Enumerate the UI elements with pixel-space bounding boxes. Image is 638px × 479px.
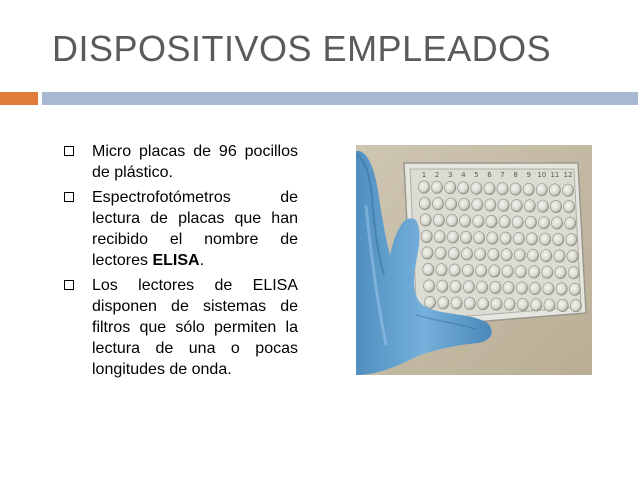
plate-column-label: 2 [434, 171, 440, 179]
plate-well [529, 266, 540, 278]
plate-well [459, 198, 470, 210]
bullet-text-end: . [199, 252, 205, 269]
plate-well [502, 265, 513, 277]
plate-column-label: 6 [487, 171, 492, 179]
plate-column-label: 12 [563, 171, 573, 179]
bullet-list [64, 141, 298, 384]
plate-well [460, 215, 471, 227]
plate-well [445, 181, 456, 193]
plate-well [487, 232, 498, 244]
plate-well [438, 297, 449, 309]
plate-well [421, 230, 432, 242]
plate-well [504, 298, 515, 310]
plate-well [476, 265, 487, 277]
plate-well [423, 263, 434, 275]
plate-well [530, 282, 541, 294]
plate-column-label: 3 [447, 171, 453, 179]
plate-well [419, 197, 430, 209]
plate-column-label: 1 [421, 171, 427, 179]
plate-well [475, 248, 486, 260]
microplate-photo [356, 145, 592, 375]
bullet-text: Micro placas de 96 pocillos de plástico. [92, 143, 298, 181]
plate-well [569, 283, 580, 295]
plate-well [477, 281, 488, 293]
slide-title: DISPOSITIVOS EMPLEADOS [52, 28, 552, 69]
plate-column-label: 10 [537, 171, 547, 179]
plate-well [512, 216, 523, 228]
plate-well [486, 215, 497, 227]
plate-well [478, 298, 489, 310]
plate-well [552, 217, 563, 229]
plate-well [564, 201, 575, 213]
plate-well [424, 296, 435, 308]
plate-well [562, 184, 573, 196]
plate-well [485, 199, 496, 211]
plate-column-label: 7 [500, 171, 505, 179]
plate-well [461, 248, 472, 260]
plate-well [510, 183, 521, 195]
plate-well [523, 183, 534, 195]
plate-well [538, 217, 549, 229]
plate-well [541, 250, 552, 262]
plate-well [436, 264, 447, 276]
plate-column-label: 9 [526, 171, 531, 179]
plate-well [500, 232, 511, 244]
plate-well [422, 247, 433, 259]
plate-well [550, 200, 561, 212]
plate-well [458, 182, 469, 194]
bullet-text: Los lectores de ELISA disponen de sistemas de filtros que sólo permiten la lectura de una o pocas longitudes de onda. [92, 277, 298, 378]
plate-well [557, 299, 568, 311]
plate-well [537, 200, 548, 212]
plate-well [472, 199, 483, 211]
square-bullet-icon [64, 192, 74, 202]
plate-well [451, 297, 462, 309]
plate-column-label: 5 [474, 171, 479, 179]
plate-well [449, 264, 460, 276]
bullet-bold-term: ELISA [152, 252, 200, 269]
plate-well [432, 198, 443, 210]
plate-well [461, 231, 472, 243]
plate-well [543, 283, 554, 295]
plate-well [566, 234, 577, 246]
plate-well [536, 184, 547, 196]
bullet-text: Espectrofotómetros de lectura de placas que han recibido el nombre de lectores [92, 189, 298, 269]
plate-well [511, 199, 522, 211]
plate-well [484, 182, 495, 194]
square-bullet-icon [64, 280, 74, 290]
plate-well [437, 280, 448, 292]
bullet-item [64, 141, 298, 183]
plate-well [433, 214, 444, 226]
plate-well [501, 249, 512, 261]
plate-well [503, 282, 514, 294]
plate-well [499, 216, 510, 228]
plate-well [498, 199, 509, 211]
plate-well [515, 265, 526, 277]
plate-well [525, 216, 536, 228]
plate-well [464, 297, 475, 309]
plate-column-label: 11 [550, 171, 560, 179]
plate-well [544, 299, 555, 311]
plate-well [556, 283, 567, 295]
plate-well [568, 267, 579, 279]
plate-well [549, 184, 560, 196]
title-underline-accent [0, 92, 38, 105]
plate-well [565, 217, 576, 229]
plate-well [542, 266, 553, 278]
plate-well [462, 264, 473, 276]
plate-well [567, 250, 578, 262]
plate-well [463, 281, 474, 293]
plate-well [418, 181, 429, 193]
plate-well [555, 266, 566, 278]
plate-well [450, 280, 461, 292]
plate-well [446, 214, 457, 226]
plate-well [516, 282, 527, 294]
plate-column-label: 8 [513, 171, 518, 179]
plate-well [527, 249, 538, 261]
bullet-item [64, 275, 298, 380]
plate-well [424, 280, 435, 292]
plate-well [553, 233, 564, 245]
square-bullet-icon [64, 146, 74, 156]
plate-well [488, 248, 499, 260]
plate-well [473, 215, 484, 227]
plate-well [432, 181, 443, 193]
plate-well [471, 182, 482, 194]
plate-well [514, 249, 525, 261]
plate-well [497, 183, 508, 195]
plate-well [446, 198, 457, 210]
plate-well [526, 233, 537, 245]
title-underline-bar [42, 92, 638, 105]
bullet-item [64, 187, 298, 271]
plate-well [570, 300, 581, 312]
plate-well [435, 247, 446, 259]
plate-well [490, 281, 501, 293]
plate-well [448, 247, 459, 259]
plate-well [513, 232, 524, 244]
plate-well [489, 265, 500, 277]
plate-well [420, 214, 431, 226]
plate-well [434, 231, 445, 243]
plate-well [491, 298, 502, 310]
plate-well [447, 231, 458, 243]
plate-well [524, 200, 535, 212]
plate-well [474, 232, 485, 244]
plate-well [517, 298, 528, 310]
plate-well [531, 299, 542, 311]
plate-well [554, 250, 565, 262]
plate-column-label: 4 [461, 171, 466, 179]
plate-well [540, 233, 551, 245]
